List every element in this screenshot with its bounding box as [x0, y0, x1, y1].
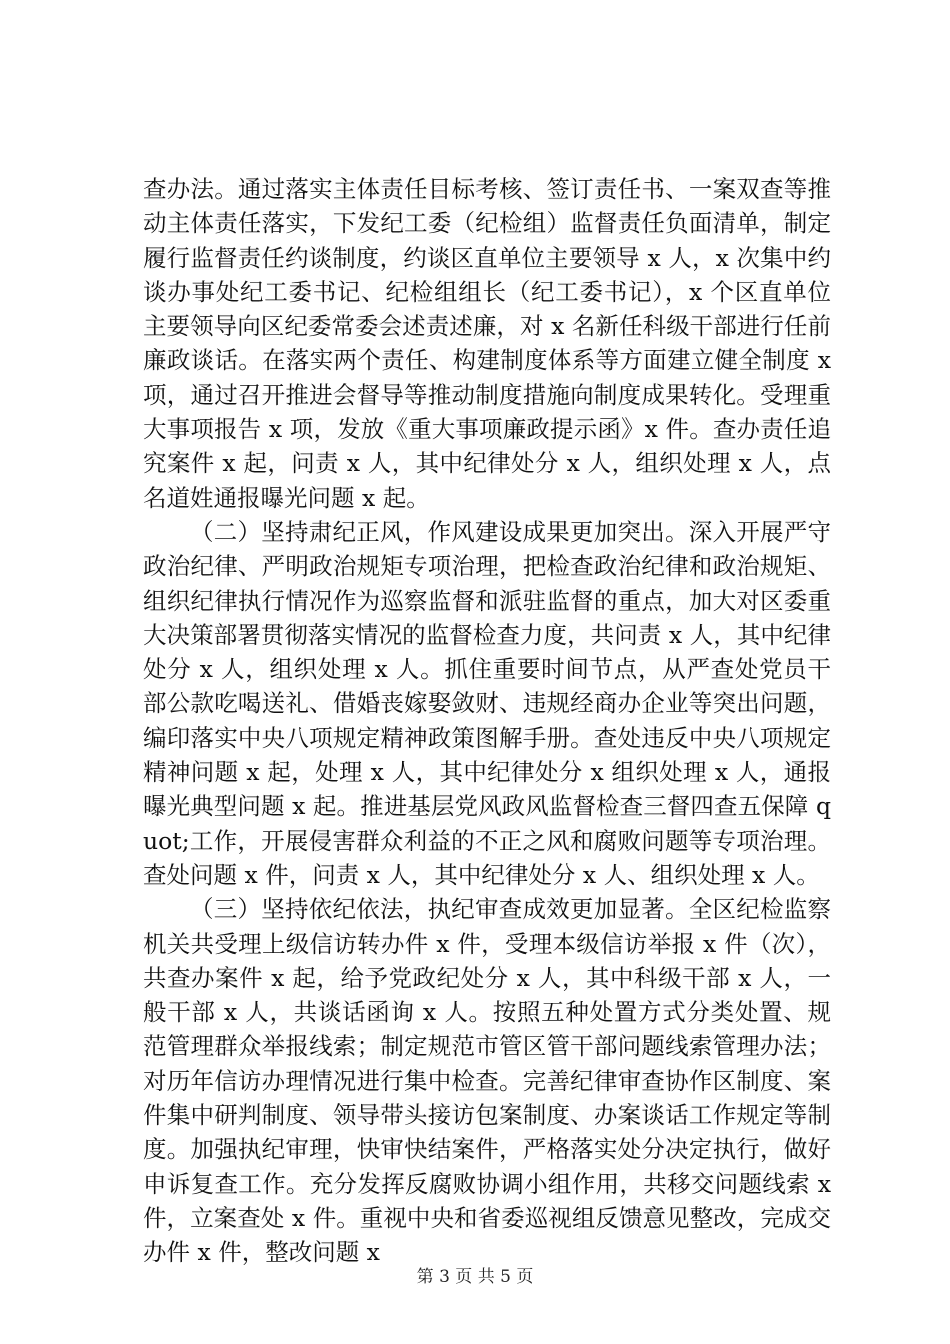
paragraph-section-3: （三）坚持依纪依法，执纪审查成效更加显著。全区纪检监察机关共受理上级信访转办件 x 件，受理本级信访举报 x 件（次），共查办案件 x 起，给予党政纪处分 x 人，其中科级干部 x 人，一般干部 x 人，共谈话函询 x 人。按照五种处置方式分类处置、规范管理群众举报线索；制定规范市管区管干部问题线索管理办法；对历年信访办理情况进行集中检查。完善纪律审查协作区制度、案件集中研判制度、领导带头接访包案制度、办案谈话工作规定等制度。加强执纪审理，快审快结案件，严格落实处分决定执行，做好申诉复查工作。充分发挥反腐败协调小组作用，共移交问题线索 x 件，立案查处 x 件。重视中央和省委巡视组反馈意见整改，完成交办件 x 件，整改问题 x [143, 895, 831, 1267]
paragraph-section-2: （二）坚持肃纪正风，作风建设成果更加突出。深入开展严守政治纪律、严明政治规矩专项治理，把检查政治纪律和政治规矩、组织纪律执行情况作为巡察监督和派驻监督的重点，加大对区委重大决策部署贯彻落实情况的监督检查力度，共问责 x 人，其中纪律处分 x 人，组织处理 x 人。抓住重要时间节点，从严查处党员干部公款吃喝送礼、借婚丧嫁娶敛财、违规经商办企业等突出问题，编印落实中央八项规定精神政策图解手册。查处违反中央八项规定精神问题 x 起，处理 x 人，其中纪律处分 x 组织处理 x 人，通报曝光典型问题 x 起。推进基层党风政风监督检查三督四查五保障 quot;工作，开展侵害群众利益的不正之风和腐败问题等专项治理。查处问题 x 件，问责 x 人，其中纪律处分 x 人、组织处理 x 人。 [143, 517, 831, 889]
document-body [143, 172, 831, 1270]
paragraph-continuation: 查办法。通过落实主体责任目标考核、签订责任书、一案双查等推动主体责任落实，下发纪工委（纪检组）监督责任负面清单，制定履行监督责任约谈制度，约谈区直单位主要领导 x 人，x 次集中约谈办事处纪工委书记、纪检组组长（纪工委书记），x 个区直单位主要领导向区纪委常委会述责述廉，对 x 名新任科级干部进行任前廉政谈话。在落实两个责任、构建制度体系等方面建立健全制度 x 项，通过召开推进会督导等推动制度措施向制度成果转化。受理重大事项报告 x 项，发放《重大事项廉政提示函》x 件。查办责任追究案件 x 起，问责 x 人，其中纪律处分 x 人，组织处理 x 人，点名道姓通报曝光问题 x 起。 [143, 175, 831, 512]
page-footer: 第 3 页 共 5 页 [416, 1267, 534, 1287]
